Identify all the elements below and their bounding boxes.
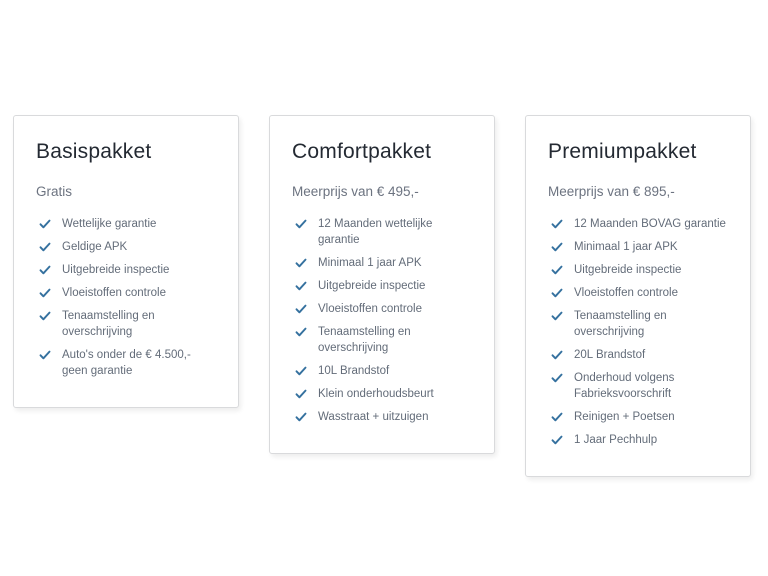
check-icon xyxy=(551,264,563,276)
feature-item xyxy=(548,370,728,402)
check-icon xyxy=(295,411,307,423)
feature-item xyxy=(548,308,728,340)
feature-label: Uitgebreide inspectie xyxy=(574,264,682,276)
package-card-basispakket xyxy=(13,115,239,408)
feature-label: 12 Maanden BOVAG garantie xyxy=(574,218,726,230)
feature-item xyxy=(292,255,472,271)
feature-item xyxy=(548,262,728,278)
feature-item xyxy=(36,239,216,255)
package-title: Basispakket xyxy=(36,140,152,163)
check-icon xyxy=(551,411,563,423)
feature-label: Klein onderhoudsbeurt xyxy=(318,388,434,400)
feature-label: Tenaamstelling en overschrijving xyxy=(62,310,155,338)
feature-item xyxy=(36,216,216,232)
feature-label: 1 Jaar Pechhulp xyxy=(574,434,658,446)
feature-item xyxy=(548,409,728,425)
check-icon xyxy=(295,365,307,377)
check-icon xyxy=(295,218,307,230)
feature-list xyxy=(292,216,472,425)
check-icon xyxy=(551,434,563,446)
check-icon xyxy=(551,349,563,361)
check-icon xyxy=(295,326,307,338)
package-card-premiumpakket xyxy=(525,115,751,477)
check-icon xyxy=(295,303,307,315)
feature-label: Vloeistoffen controle xyxy=(62,287,166,299)
check-icon xyxy=(39,310,51,322)
check-icon xyxy=(551,287,563,299)
feature-item xyxy=(292,301,472,317)
feature-label: Tenaamstelling en overschrijving xyxy=(574,310,667,338)
feature-item xyxy=(292,409,472,425)
feature-item xyxy=(36,262,216,278)
check-icon xyxy=(295,280,307,292)
feature-list xyxy=(548,216,728,448)
feature-item xyxy=(548,216,728,232)
package-title: Comfortpakket xyxy=(292,140,432,163)
feature-label: Minimaal 1 jaar APK xyxy=(574,241,678,253)
feature-item xyxy=(292,363,472,379)
check-icon xyxy=(39,264,51,276)
feature-item xyxy=(36,347,216,379)
feature-label: Onderhoud volgens Fabrieksvoorschrift xyxy=(574,372,675,400)
feature-label: Wettelijke garantie xyxy=(62,218,157,230)
check-icon xyxy=(39,241,51,253)
feature-label: Vloeistoffen controle xyxy=(574,287,678,299)
feature-item xyxy=(548,239,728,255)
package-price: Meerprijs van € 495,- xyxy=(292,184,419,199)
feature-item xyxy=(292,324,472,356)
package-title: Premiumpakket xyxy=(548,140,697,163)
feature-item xyxy=(36,285,216,301)
feature-label: Wasstraat + uitzuigen xyxy=(318,411,429,423)
check-icon xyxy=(295,388,307,400)
feature-label: Minimaal 1 jaar APK xyxy=(318,257,422,269)
package-card-comfortpakket xyxy=(269,115,495,454)
feature-label: Tenaamstelling en overschrijving xyxy=(318,326,411,354)
feature-label: Vloeistoffen controle xyxy=(318,303,422,315)
check-icon xyxy=(295,257,307,269)
feature-item xyxy=(548,347,728,363)
check-icon xyxy=(551,241,563,253)
feature-label: 12 Maanden wettelijke garantie xyxy=(318,218,433,246)
feature-label: 20L Brandstof xyxy=(574,349,646,361)
feature-item xyxy=(292,216,472,248)
check-icon xyxy=(39,218,51,230)
check-icon xyxy=(39,349,51,361)
feature-label: Geldige APK xyxy=(62,241,128,253)
feature-item xyxy=(548,285,728,301)
feature-item xyxy=(36,308,216,340)
package-price: Meerprijs van € 895,- xyxy=(548,184,675,199)
check-icon xyxy=(551,218,563,230)
feature-label: Uitgebreide inspectie xyxy=(318,280,426,292)
feature-item xyxy=(548,432,728,448)
feature-item xyxy=(292,278,472,294)
feature-label: 10L Brandstof xyxy=(318,365,390,377)
feature-label: Uitgebreide inspectie xyxy=(62,264,170,276)
feature-label: Auto's onder de € 4.500,- geen garantie xyxy=(62,349,191,377)
feature-label: Reinigen + Poetsen xyxy=(574,411,675,423)
check-icon xyxy=(39,287,51,299)
feature-list xyxy=(36,216,216,379)
package-cards-row xyxy=(13,115,751,477)
check-icon xyxy=(551,310,563,322)
package-price: Gratis xyxy=(36,184,73,199)
check-icon xyxy=(551,372,563,384)
feature-item xyxy=(292,386,472,402)
